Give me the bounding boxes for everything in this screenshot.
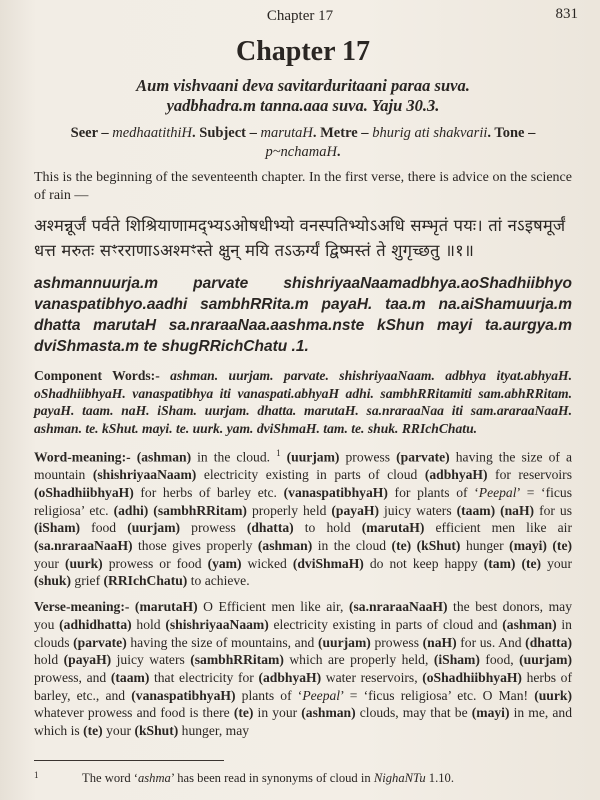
gloss-text: O Efficient men like air, — [197, 599, 349, 615]
mantra-line-2-text: yadbhadra.m tanna.aaa suva. — [166, 96, 368, 115]
footnote-ref: 1 — [276, 448, 281, 458]
chapter-title: Chapter 17 — [235, 36, 371, 67]
sanskrit-term: (naH) — [422, 634, 457, 650]
verse-meaning-paragraph — [34, 598, 572, 740]
sanskrit-term: (sa.nraraaNaaH) — [34, 538, 133, 554]
seer-line — [34, 124, 572, 162]
gloss-text: ’ = ‘ficus religiosa’ etc. O Man! — [340, 687, 535, 703]
component-words-text: ashman. uurjam. parvate. shishriyaaNaam. adbhya ityat.abhyaH. oShadhiibhyaH. vanaspatibhya iti vanaspati.abhyaH adhi. sambhRRitamiti sam.abhRRitam. payaH. taam. naH. iSham. uurjam. dhatta. marutaH. sa.nraraaNaa iti sam.araraaNaaH. ashman. te. kShut. mayi. te. uurk. yam. dviShmaH. tam. te. shuk. RRIchChatu. — [34, 368, 572, 436]
gloss-text: your — [102, 723, 135, 739]
sanskrit-term: (ashman) — [502, 616, 557, 632]
gloss-text: grief — [71, 573, 104, 589]
gloss-text: prowess or food — [102, 555, 208, 571]
gloss-text: for us. And — [456, 634, 526, 650]
gloss-text: hunger, may — [178, 723, 250, 739]
seer-label: Seer – — [70, 125, 113, 141]
gloss-text: clouds, may that be — [355, 705, 472, 721]
sanskrit-term: (adbhyaH) — [424, 467, 488, 483]
word-meaning-label: Word-meaning:- — [34, 449, 131, 465]
subject-value: marutaH — [260, 125, 313, 141]
gloss-text: prowess — [339, 449, 397, 465]
subject-label: . Subject – — [192, 125, 261, 141]
gloss-text: electricity existing in parts of cloud — [196, 467, 425, 483]
sanskrit-term: (uurjam) — [127, 520, 181, 536]
gloss-text: that electricity for — [149, 669, 259, 685]
intro-paragraph: This is the beginning of the seventeenth chapter. In the first verse, there is advice on the science of rain — — [34, 170, 572, 203]
sanskrit-term: (sambhRRitam) — [190, 652, 284, 668]
gloss-text: efficient men like air — [424, 520, 572, 536]
sanskrit-term: (marutaH) — [129, 599, 198, 615]
footnote-term: ashma — [137, 771, 171, 785]
running-header — [0, 6, 600, 26]
footnote-mid: ’ has been read in synonyms of cloud in — [170, 771, 374, 785]
gloss-text: which are properly held, — [283, 652, 434, 668]
verse-meaning-label: Verse-meaning:- — [34, 599, 130, 615]
metre-label: . Metre – — [312, 125, 373, 141]
sanskrit-term: (shishriyaaNaam) — [165, 616, 269, 632]
gloss-text: prowess — [370, 634, 423, 650]
gloss-text: for us — [534, 502, 573, 518]
sanskrit-term: (tam) (te) — [483, 555, 542, 571]
mantra-line-1: Aum vishvaani deva savitarduritaani paraa suva. — [136, 76, 470, 95]
sanskrit-term: (RRIchChatu) — [103, 573, 188, 589]
gloss-text: whatever prowess and food is there — [34, 705, 234, 721]
gloss-text: juicy waters — [111, 652, 191, 668]
sanskrit-term: (uurjam) — [317, 634, 371, 650]
sanskrit-term: (adbhyaH) — [258, 669, 322, 685]
sanskrit-term: (dviShmaH) — [292, 555, 364, 571]
sanskrit-term: (ashman) — [130, 449, 192, 465]
sanskrit-term: (shuk) — [34, 573, 72, 589]
italic-term: Peepal — [478, 484, 517, 500]
sanskrit-term: (oShadhiibhyaH) — [34, 484, 134, 500]
sanskrit-term: (ashman) — [257, 538, 313, 554]
sanskrit-term: (sa.nraraaNaaH) — [348, 599, 448, 615]
gloss-text: water reservoirs, — [321, 669, 423, 685]
sanskrit-term: (adhi) (sambhRRitam) — [113, 502, 247, 518]
word-meaning-paragraph — [34, 445, 572, 590]
sanskrit-term: (dhatta) — [246, 520, 294, 536]
tone-label: . Tone – — [487, 125, 536, 141]
sanskrit-term: (uurk) — [534, 687, 572, 703]
gloss-text: in clouds — [34, 616, 572, 650]
gloss-text: to hold — [293, 520, 362, 536]
sanskrit-term: (ashman) — [301, 705, 356, 721]
footnote-divider — [34, 760, 224, 761]
gloss-text: your — [34, 555, 65, 571]
component-words-label: Component Words:- — [34, 368, 160, 383]
footnote-pre: The word ‘ — [82, 771, 138, 785]
gloss-text: in your — [253, 705, 302, 721]
sanskrit-term: (kShut) — [134, 723, 179, 739]
gloss-text: having the size of mountains, and — [126, 634, 318, 650]
sanskrit-term: (mayi) — [471, 705, 510, 721]
footnote-source: NighaNTu — [373, 771, 426, 785]
gloss-text: in the cloud — [312, 538, 392, 554]
sanskrit-term: (payaH) — [63, 652, 112, 668]
gloss-text: do not keep happy — [363, 555, 484, 571]
mantra-line-2 — [34, 96, 572, 116]
devanagari-verse: अश्मन्नूर्जं पर्वते शिश्रियाणामद्भ्यऽओषधीभ्यो वनस्पतिभ्योऽअधि सम्भृतं पयः। तां नऽइषमूर्जं धत्त मरुतः सꣳरराणाऽअश्मꣳस्ते क्षुन् मयि तऽऊर्ग्यं द्विष्मस्तं ते शुगृच्छतु ॥१॥ — [34, 216, 566, 260]
component-words — [34, 367, 572, 437]
gloss-text: having the size of a mountain — [34, 449, 573, 483]
gloss-text: ’ = ‘ficus religiosa’ etc. — [34, 484, 573, 518]
sanskrit-term: (mayi) (te) — [509, 538, 573, 554]
gloss-text: herbs of barley, etc., and — [34, 669, 572, 703]
sanskrit-term: (iSham) — [34, 520, 81, 536]
footnote-text — [34, 770, 574, 786]
sanskrit-term: (te) (kShut) — [391, 538, 461, 554]
gloss-text: plants of ‘ — [235, 687, 303, 703]
gloss-text: juicy waters — [378, 502, 457, 518]
sanskrit-term: (shishriyaaNaam) — [92, 467, 197, 483]
gloss-text: wicked — [241, 555, 293, 571]
sanskrit-term: (vanaspatibhyaH) — [283, 484, 388, 500]
gloss-text: food — [80, 520, 128, 536]
sanskrit-term: (taam) — [110, 669, 150, 685]
sanskrit-term: (te) — [233, 705, 254, 721]
seer-value: medhaatithiH — [112, 125, 193, 141]
gloss-text: the best donors, may you — [34, 599, 572, 632]
sanskrit-term: (uurjam) — [280, 449, 340, 465]
sanskrit-term: (vanaspatibhyaH) — [131, 687, 236, 703]
sanskrit-term: (dhatta) — [525, 634, 572, 650]
footnote — [34, 770, 574, 786]
italic-term: Peepal — [302, 687, 341, 703]
page-number: 831 — [555, 6, 578, 22]
sanskrit-term: (taam) (naH) — [456, 502, 535, 518]
gloss-text: those gives properly — [132, 538, 258, 554]
gloss-text: for reservoirs — [487, 467, 573, 483]
gloss-text: hold — [34, 652, 64, 668]
gloss-text: electricity existing in parts of cloud and — [268, 616, 503, 632]
sanskrit-term: (oShadhiibhyaH) — [422, 669, 522, 685]
running-title: Chapter 17 — [266, 8, 334, 24]
gloss-text: your — [541, 555, 573, 571]
metre-value: bhurig ati shakvarii — [372, 125, 488, 141]
transliteration: ashmannuurja.m parvate shishriyaaNaamadbhya.aoShadhiibhyo vanaspatibhyo.aadhi sambhRRita.m payaH. taa.m na.aiShamuurja.m dhatta marutaH sa.nraraaNaa.aashma.nste kShun mayi ta.aurgya.m dviShmasta.m te shugRRichChatu .1. — [34, 275, 572, 355]
sanskrit-term: (marutaH) — [361, 520, 425, 536]
sanskrit-term: (adhidhatta) — [59, 616, 132, 632]
tone-value: p~nchamaH — [265, 144, 337, 160]
sanskrit-term: (yam) — [207, 555, 242, 571]
gloss-text: hold — [131, 616, 166, 632]
footnote-post: 1.10. — [425, 771, 454, 785]
gloss-text: for plants of ‘ — [387, 484, 479, 500]
footnote-number: 1 — [34, 770, 39, 780]
sanskrit-term: (uurjam) — [519, 652, 572, 668]
gloss-text: in me, and which is — [34, 705, 573, 739]
sanskrit-term: (payaH) — [331, 502, 379, 518]
gloss-text: food, — [479, 652, 520, 668]
sanskrit-term: (te) — [83, 723, 103, 739]
gloss-text: for herbs of barley etc. — [133, 484, 284, 500]
gloss-text: to achieve. — [187, 573, 250, 589]
page-content — [34, 36, 572, 740]
gloss-text: prowess — [180, 520, 247, 536]
gloss-text: properly held — [246, 502, 332, 518]
sanskrit-term: (parvate) — [73, 634, 127, 650]
gloss-text: in the cloud. — [191, 449, 277, 465]
sanskrit-term: (parvate) — [396, 449, 450, 465]
mantra-reference: Yaju 30.3. — [371, 96, 440, 115]
sanskrit-term: (uurk) — [64, 555, 103, 571]
opening-mantra — [34, 76, 572, 116]
gloss-text: hunger — [460, 538, 510, 554]
sanskrit-term: (iSham) — [433, 652, 480, 668]
gloss-text: prowess, and — [34, 669, 111, 685]
seer-line-end: . — [336, 144, 341, 160]
